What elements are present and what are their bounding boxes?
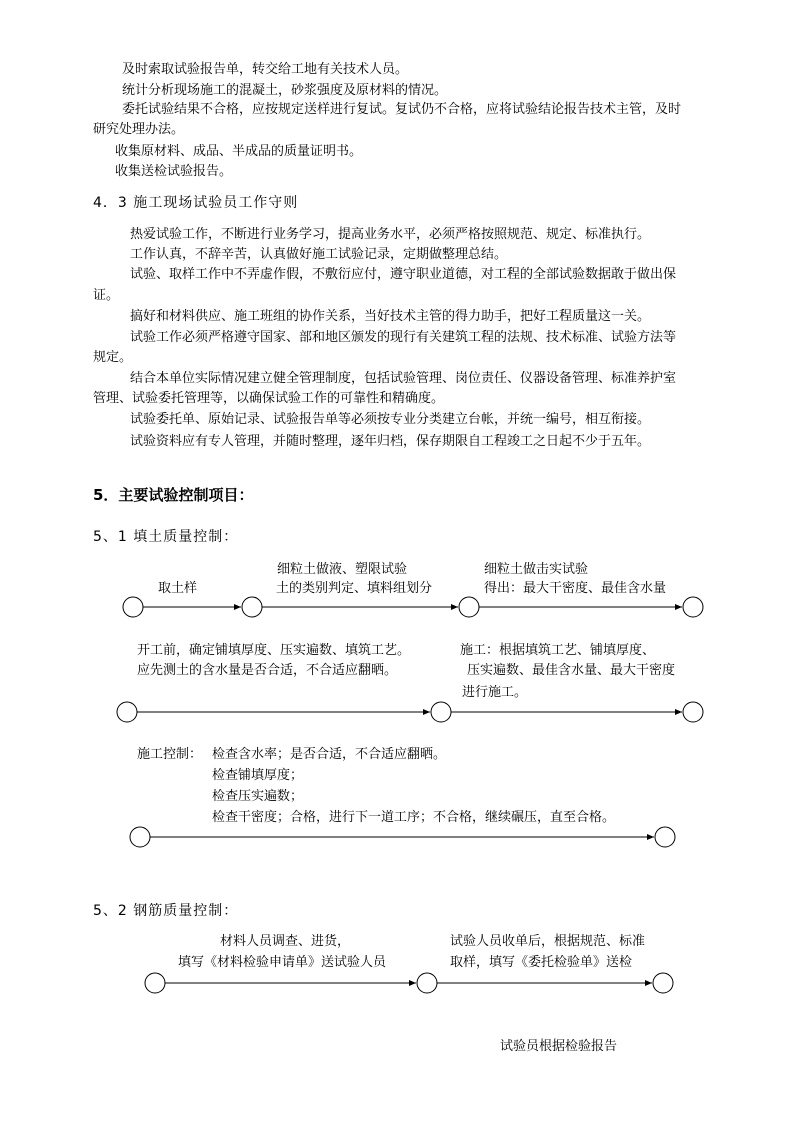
flow4-node-1 xyxy=(145,973,165,993)
intro-line-4: 研究处理办法。 xyxy=(93,122,185,137)
rule-line-10: 试验委托单、原始记录、试验报告单等必须按专业分类建立台帐，并统一编号，相互衔接。 xyxy=(130,412,651,427)
flow3-node-2 xyxy=(655,827,675,847)
flow4-node-3 xyxy=(653,973,673,993)
flow3-node-1 xyxy=(130,827,150,847)
flow3-label: 施工控制： xyxy=(137,747,203,762)
intro-line-6: 收集送检试验报告。 xyxy=(115,164,233,179)
flow3-check-1: 检查含水率；是否合适，不合适应翻晒。 xyxy=(212,747,447,762)
flow3 xyxy=(130,827,675,847)
flow2-right-2: 压实遍数、最佳含水量、最大干密度 xyxy=(467,663,676,678)
flow1-step-3a: 细粒土做击实试验 xyxy=(484,562,589,577)
flow4-node-2 xyxy=(417,973,437,993)
rule-line-1: 热爱试验工作，不断进行业务学习，提高业务水平，必须严格按照规范、规定、标准执行。 xyxy=(130,227,651,242)
flow2-right-3: 进行施工。 xyxy=(462,685,528,700)
flow1-node-3 xyxy=(459,597,479,617)
flow3-check-3: 检查压实遍数； xyxy=(212,789,304,804)
rule-line-8: 结合本单位实际情况建立健全管理制度，包括试验管理、岗位责任、仪器设备管理、标准养护室 xyxy=(130,371,677,386)
flow3-check-2: 检查铺填厚度； xyxy=(212,768,304,783)
rule-line-4: 证。 xyxy=(93,288,120,303)
rule-line-11: 试验资料应有专人管理，并随时整理，逐年归档，保存期限自工程竣工之日起不少于五年。 xyxy=(130,434,651,449)
tail-text: 试验员根据检验报告 xyxy=(500,1039,618,1054)
flow3-check-4: 检查干密度；合格，进行下一道工序；不合格，继续碾压，直至合格。 xyxy=(212,810,616,825)
rule-line-2: 工作认真，不辞辛苦，认真做好施工试验记录，定期做整理总结。 xyxy=(130,247,508,262)
flow2-left-2: 应先测土的含水量是否合适，不合适应翻晒。 xyxy=(137,663,398,678)
flow2 xyxy=(117,702,703,722)
intro-line-5: 收集原材料、成品、半成品的质量证明书。 xyxy=(115,144,363,159)
flow1-node-1 xyxy=(123,597,143,617)
flow1-step-2a: 细粒土做液、塑限试验 xyxy=(277,562,408,577)
section-4-3-heading: 4．3 施工现场试验员工作守则 xyxy=(93,195,299,211)
flow1 xyxy=(123,597,703,617)
rule-line-9: 管理、试验委托管理等，以确保试验工作的可靠性和精确度。 xyxy=(93,391,445,406)
section-5-1-heading: 5、1 填土质量控制： xyxy=(93,529,239,545)
flow2-node-3 xyxy=(683,702,703,722)
flow4-step-2b: 取样，填写《委托检验单》送检 xyxy=(450,955,633,970)
flow1-step-1: 取土样 xyxy=(158,581,198,596)
flow2-node-2 xyxy=(431,702,451,722)
flow2-right-1: 施工：根据填筑工艺、铺填厚度、 xyxy=(460,643,656,658)
rule-line-6: 试验工作必须严格遵守国家、部和地区颁发的现行有关建筑工程的法规、技术标准、试验方法等 xyxy=(130,330,677,345)
intro-line-2: 统计分析现场施工的混凝土，砂浆强度及原材料的情况。 xyxy=(122,83,448,98)
flow2-left-1: 开工前，确定铺填厚度、压实遍数、填筑工艺。 xyxy=(137,643,411,658)
intro-line-3: 委托试验结果不合格，应按规定送样进行复试。复试仍不合格，应将试验结论报告技术主管，及时 xyxy=(122,102,682,117)
flow4-step-1a: 材料人员调查、进货， xyxy=(220,934,351,949)
flow1-node-4 xyxy=(683,597,703,617)
section-5-heading: 5．主要试验控制项目： xyxy=(93,486,254,504)
intro-line-1: 及时索取试验报告单，转交给工地有关技术人员。 xyxy=(122,62,409,77)
flow1-step-3b: 得出：最大干密度、最佳含水量 xyxy=(484,581,667,596)
flow1-step-2b: 土的类别判定、填料组划分 xyxy=(276,581,433,596)
flow4 xyxy=(145,973,673,993)
rule-line-3: 试验、取样工作中不弄虚作假，不敷衍应付，遵守职业道德，对工程的全部试验数据敢于做出保 xyxy=(130,267,677,282)
section-5-2-heading: 5、2 钢筋质量控制： xyxy=(93,903,239,919)
flow1-node-2 xyxy=(242,597,262,617)
rule-line-5: 搞好和材料供应、施工班组的协作关系，当好技术主管的得力助手，把好工程质量这一关。 xyxy=(130,309,651,324)
rule-line-7: 规定。 xyxy=(93,350,133,365)
flow2-node-1 xyxy=(117,702,137,722)
flow4-step-1b: 填写《材料检验申请单》送试验人员 xyxy=(178,955,387,970)
flow4-step-2a: 试验人员收单后，根据规范、标准 xyxy=(450,934,646,949)
